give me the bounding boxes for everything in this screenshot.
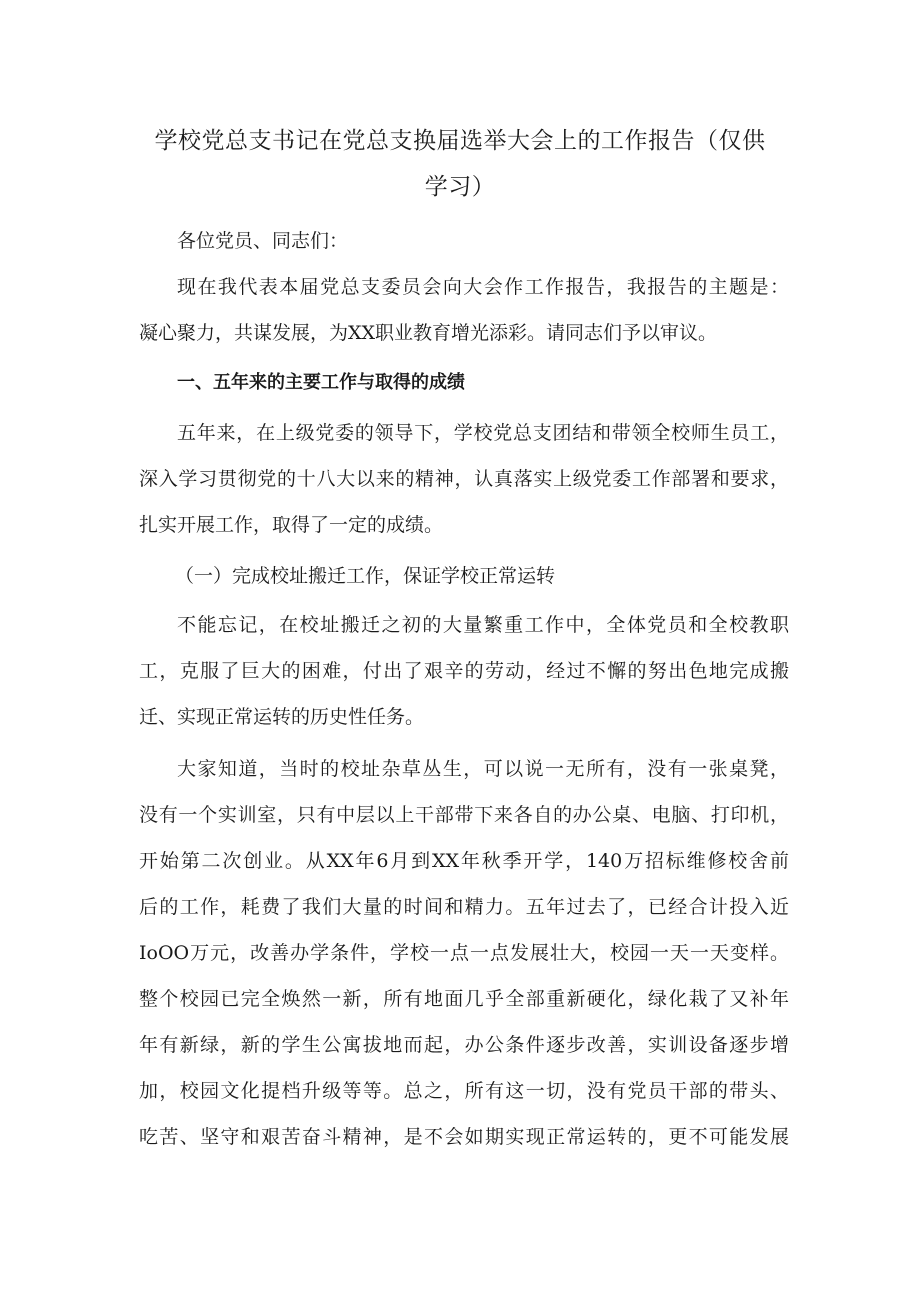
paragraph-b-line-8: 加，校园文化提档升级等等。总之，所有这一切，没有党员干部的带头、	[139, 1080, 789, 1102]
salutation-line: 各位党员、同志们：	[177, 230, 349, 252]
section1-intro-paragraph	[139, 410, 789, 548]
paragraph-a-line-3: 迁、实现正常运转的历史性任务。	[139, 706, 425, 728]
section1-intro-line-1: 五年来，在上级党委的领导下，学校党总支团结和带领全校师生员工，	[177, 422, 789, 444]
subsection-heading-1	[139, 553, 789, 599]
paragraph-b-line-7: 年有新绿，新的学生公寓拔地而起，办公条件逐步改善，实训设备逐步增	[139, 1034, 789, 1056]
paragraph-a-line-1: 不能忘记，在校址搬迁之初的大量繁重工作中，全体党员和全校教职	[177, 614, 789, 636]
subsection-heading-1-text: （一）完成校址搬迁工作，保证学校正常运转	[175, 565, 556, 587]
paragraph-b	[139, 746, 789, 1160]
salutation	[139, 218, 789, 264]
paragraph-b-line-3: 开始第二次创业。从XX年6月到XX年秋季开学，140万招标维修校舍前	[139, 850, 789, 872]
title-line-1: 学校党总支书记在党总支换届选举大会上的工作报告（仅供	[154, 128, 766, 154]
section-heading-1	[139, 360, 789, 406]
document-title	[130, 118, 790, 210]
paragraph-b-line-9: 吃苦、坚守和艰苦奋斗精神，是不会如期实现正常运转的，更不可能发展	[139, 1126, 789, 1148]
paragraph-b-line-4: 后的工作，耗费了我们大量的时间和精力。五年过去了，已经合计投入近	[139, 896, 789, 918]
intro-line-2: 凝心聚力，共谋发展，为XX职业教育增光添彩。请同志们予以审议。	[139, 322, 718, 344]
title-line-2: 学习）	[424, 174, 496, 200]
intro-paragraph	[139, 264, 789, 356]
paragraph-b-line-1: 大家知道，当时的校址杂草丛生，可以说一无所有，没有一张桌凳，	[177, 758, 789, 780]
paragraph-a	[139, 602, 789, 740]
section1-intro-line-3: 扎实开展工作，取得了一定的成绩。	[139, 514, 444, 536]
section1-intro-line-2: 深入学习贯彻党的十八大以来的精神，认真落实上级党委工作部署和要求，	[139, 468, 789, 490]
intro-line-1: 现在我代表本届党总支委员会向大会作工作报告，我报告的主题是：	[177, 276, 789, 298]
paragraph-b-line-5: IoOO万元，改善办学条件，学校一点一点发展壮大，校园一天一天变样。	[139, 942, 789, 964]
section-heading-1-text: 一、五年来的主要工作与取得的成绩	[177, 372, 465, 393]
paragraph-b-line-6: 整个校园已完全焕然一新，所有地面几乎全部重新硬化，绿化栽了又补年	[139, 988, 789, 1010]
paragraph-b-line-2: 没有一个实训室，只有中层以上干部带下来各自的办公桌、电脑、打印机，	[139, 804, 789, 826]
paragraph-a-line-2: 工，克服了巨大的困难，付出了艰辛的劳动，经过不懈的努出色地完成搬	[139, 660, 789, 682]
